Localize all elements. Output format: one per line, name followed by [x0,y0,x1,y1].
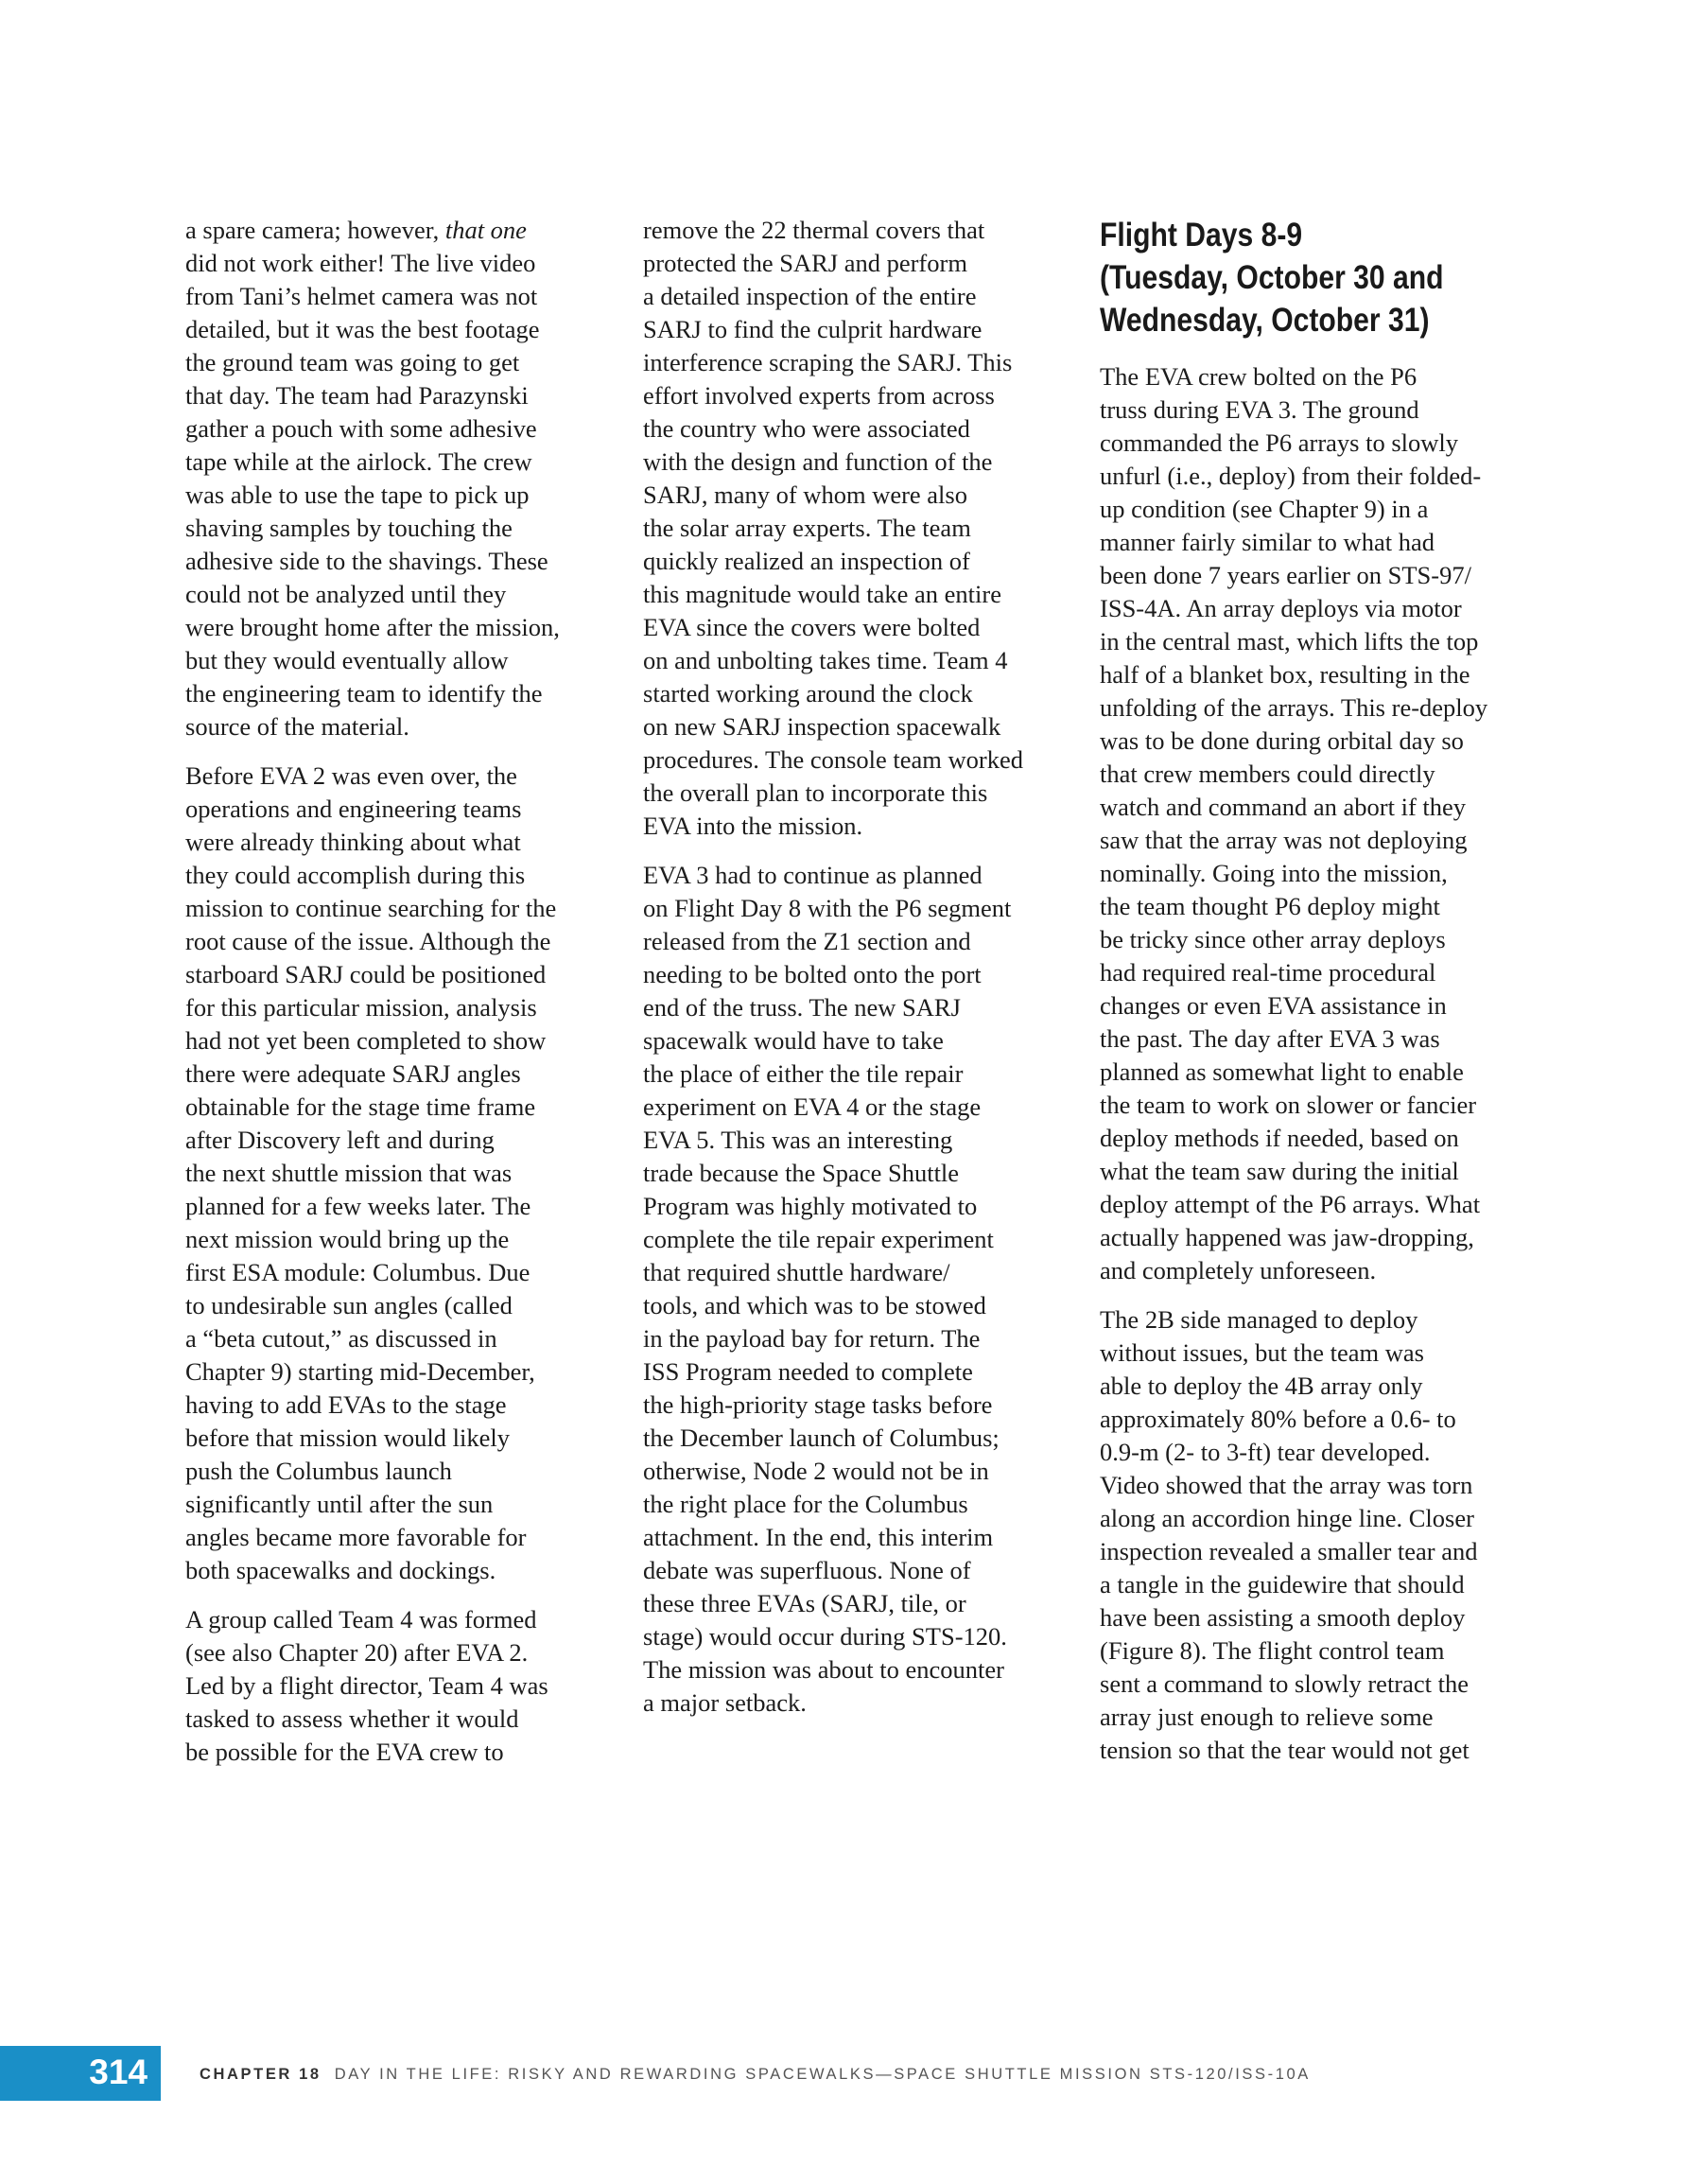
text-line: otherwise, Node 2 would not be in [643,1457,989,1485]
text-line: sent a command to slowly retract the [1100,1669,1470,1698]
text-line: the ground team was going to get [185,348,520,376]
text-line: (Figure 8). The flight control team [1100,1636,1445,1665]
text-line: quickly realized an inspection of [643,547,970,575]
text-line: unfurl (i.e., deploy) from their folded- [1100,462,1482,490]
text-line: EVA 5. This was an interesting [643,1126,953,1154]
text-line: ISS Program needed to complete [643,1357,973,1386]
text-line: the right place for the Columbus [643,1490,968,1518]
text-line: the engineering team to identify the [185,679,543,708]
text-line: this magnitude would take an entire [643,580,1001,608]
body-paragraph [185,760,611,1587]
body-paragraph [1100,360,1525,1287]
text-line: planned as somewhat light to enable [1100,1057,1464,1086]
text-line: The 2B side managed to deploy [1100,1305,1418,1334]
text-line: inspection revealed a smaller tear and [1100,1537,1478,1565]
text-line: were brought home after the mission, [185,613,560,641]
text-line: tape while at the airlock. The crew [185,447,532,476]
text-line: started working around the clock [643,679,973,708]
text-line: a major setback. [643,1688,807,1717]
text-line: with the design and function of the [643,447,993,476]
text-line: first ESA module: Columbus. Due [185,1258,530,1286]
text-line: end of the truss. The new SARJ [643,993,961,1022]
page-footer [0,2046,1687,2101]
text-line: angles became more favorable for [185,1523,527,1551]
text-line: the solar array experts. The team [643,514,971,542]
text-line: obtainable for the stage time frame [185,1092,536,1121]
text-column-1 [185,214,611,1785]
text-line: the overall plan to incorporate this [643,778,988,807]
text-line: had required real-time procedural [1100,958,1436,987]
text-line: gather a pouch with some adhesive [185,414,537,443]
text-line: on new SARJ inspection spacewalk [643,712,1001,741]
body-paragraph [1100,1303,1525,1767]
text-line: Program was highly motivated to [643,1192,978,1220]
text-line: half of a blanket box, resulting in the [1100,660,1470,689]
text-line: there were adequate SARJ angles [185,1059,521,1088]
text-line: detailed, but it was the best footage [185,315,540,343]
text-line: complete the tile repair experiment [643,1225,994,1253]
text-line: truss during EVA 3. The ground [1100,395,1419,424]
text-line: the team to work on slower or fancier [1100,1091,1477,1119]
text-line: tools, and which was to be stowed [643,1291,986,1319]
text-line: EVA since the covers were bolted [643,613,981,641]
text-line: for this particular mission, analysis [185,993,537,1022]
text-line: the team thought P6 deploy might [1100,892,1440,920]
section-heading-line: Wednesday, October 31) [1100,302,1430,339]
text-line: be tricky since other array deploys [1100,925,1446,953]
text-line: the December launch of Columbus; [643,1424,1000,1452]
text-line: planned for a few weeks later. The [185,1192,531,1220]
chapter-label: CHAPTER 18 [200,2066,322,2083]
text-line: did not work either! The live video [185,249,536,277]
text-line: released from the Z1 section and [643,927,971,955]
text-line: unfolding of the arrays. This re-deploy [1100,693,1488,722]
page-number-box [0,2046,161,2101]
text-line: before that mission would likely [185,1424,510,1452]
text-line: SARJ to find the culprit hardware [643,315,983,343]
text-line: starboard SARJ could be positioned [185,960,547,988]
text-line: procedures. The console team worked [643,745,1024,774]
body-paragraph [643,859,1069,1720]
text-line: manner fairly similar to what had [1100,528,1435,556]
text-line: a tangle in the guidewire that should [1100,1570,1465,1599]
running-footer [200,2065,1311,2084]
text-line: interference scraping the SARJ. This [643,348,1013,376]
text-line: from Tani’s helmet camera was not [185,282,538,310]
text-line: tension so that the tear would not get [1100,1736,1470,1764]
text-line: a “beta cutout,” as discussed in [185,1324,497,1353]
text-line: deploy attempt of the P6 arrays. What [1100,1190,1481,1218]
text-line: on Flight Day 8 with the P6 segment [643,894,1012,922]
text-line: watch and command an abort if they [1100,793,1467,821]
body-paragraph [185,1603,611,1769]
text-line: after Discovery left and during [185,1126,495,1154]
section-heading [1100,214,1466,341]
text-line: push the Columbus launch [185,1457,452,1485]
text-line: on and unbolting takes time. Team 4 [643,646,1008,674]
text-line: significantly until after the sun [185,1490,494,1518]
text-line: experiment on EVA 4 or the stage [643,1092,982,1121]
body-paragraph [643,214,1069,843]
text-line: and completely unforeseen. [1100,1256,1377,1284]
text-line: SARJ, many of whom were also [643,480,967,509]
text-line: adhesive side to the shavings. These [185,547,548,575]
text-line: the place of either the tile repair [643,1059,964,1088]
text-line: deploy methods if needed, based on [1100,1124,1459,1152]
text-line: have been assisting a smooth deploy [1100,1603,1466,1632]
text-line: been done 7 years earlier on STS-97/ [1100,561,1471,589]
text-line: to undesirable sun angles (called [185,1291,513,1319]
text-line: shaving samples by touching the [185,514,513,542]
text-line: Video showed that the array was torn [1100,1471,1473,1499]
text-line: Chapter 9) starting mid-December, [185,1357,535,1386]
text-line: these three EVAs (SARJ, tile, or [643,1589,966,1617]
text-line: stage) would occur during STS-120. [643,1622,1007,1651]
text-line: (see also Chapter 20) after EVA 2. [185,1638,529,1667]
text-line: a spare camera; however, that one [185,216,527,244]
text-line: without issues, but the team was [1100,1338,1424,1367]
text-line: saw that the array was not deploying [1100,826,1468,854]
text-line: actually happened was jaw-dropping, [1100,1223,1474,1251]
text-line: The mission was about to encounter [643,1655,1004,1684]
text-line: but they would eventually allow [185,646,509,674]
text-line: that day. The team had Parazynski [185,381,529,410]
text-line: the next shuttle mission that was [185,1159,513,1187]
body-paragraph [185,214,611,743]
text-line: approximately 80% before a 0.6- to [1100,1405,1456,1433]
text-line: source of the material. [185,712,409,741]
text-line: effort involved experts from across [643,381,995,410]
section-heading-line: (Tuesday, October 30 and [1100,259,1444,296]
text-line: that crew members could directly [1100,760,1435,788]
text-line: Led by a flight director, Team 4 was [185,1671,548,1700]
text-line: was to be done during orbital day so [1100,726,1464,755]
text-line: A group called Team 4 was formed [185,1605,537,1634]
text-line: could not be analyzed until they [185,580,507,608]
text-line: debate was superfluous. None of [643,1556,971,1584]
text-line: be possible for the EVA crew to [185,1738,504,1766]
text-line: that required shuttle hardware/ [643,1258,950,1286]
text-line: root cause of the issue. Although the [185,927,551,955]
text-line: needing to be bolted onto the port [643,960,982,988]
text-line: they could accomplish during this [185,861,526,889]
text-line: 0.9-m (2- to 3-ft) tear developed. [1100,1438,1431,1466]
text-line: commanded the P6 arrays to slowly [1100,428,1459,457]
text-line: The EVA crew bolted on the P6 [1100,362,1417,391]
text-line: EVA into the mission. [643,812,863,840]
text-line: mission to continue searching for the [185,894,557,922]
text-line: had not yet been completed to show [185,1026,547,1055]
text-line: nominally. Going into the mission, [1100,859,1448,887]
text-line: trade because the Space Shuttle [643,1159,960,1187]
text-line: what the team saw during the initial [1100,1157,1459,1185]
text-column-2 [643,214,1069,1736]
text-line: EVA 3 had to continue as planned [643,861,983,889]
text-line: the country who were associated [643,414,970,443]
text-line: attachment. In the end, this interim [643,1523,994,1551]
text-line: array just enough to relieve some [1100,1703,1434,1731]
page-number: 314 [89,2053,148,2091]
text-line: the high-priority stage tasks before [643,1390,993,1419]
section-heading-line: Flight Days 8-9 [1100,217,1303,253]
text-line: next mission would bring up the [185,1225,510,1253]
text-line: able to deploy the 4B array only [1100,1372,1423,1400]
text-line: remove the 22 thermal covers that [643,216,985,244]
text-line: operations and engineering teams [185,795,522,823]
text-line: protected the SARJ and perform [643,249,967,277]
text-line: spacewalk would have to take [643,1026,944,1055]
text-line: Before EVA 2 was even over, the [185,761,517,790]
text-line: both spacewalks and dockings. [185,1556,496,1584]
text-line: along an accordion hinge line. Closer [1100,1504,1474,1532]
text-line: in the central mast, which lifts the top [1100,627,1479,655]
text-line: ISS-4A. An array deploys via motor [1100,594,1462,622]
text-column-3 [1100,214,1525,1783]
text-line: were already thinking about what [185,828,521,856]
text-line: having to add EVAs to the stage [185,1390,507,1419]
text-line: the past. The day after EVA 3 was [1100,1024,1440,1053]
text-line: up condition (see Chapter 9) in a [1100,495,1429,523]
text-line: was able to use the tape to pick up [185,480,530,509]
text-line: in the payload bay for return. The [643,1324,981,1353]
text-line: a detailed inspection of the entire [643,282,977,310]
text-line: tasked to assess whether it would [185,1704,519,1733]
text-line: changes or even EVA assistance in [1100,991,1447,1020]
chapter-title: DAY IN THE LIFE: RISKY AND REWARDING SPACEWALKS—SPACE SHUTTLE MISSION STS-120/ISS-10A [334,2066,1311,2083]
